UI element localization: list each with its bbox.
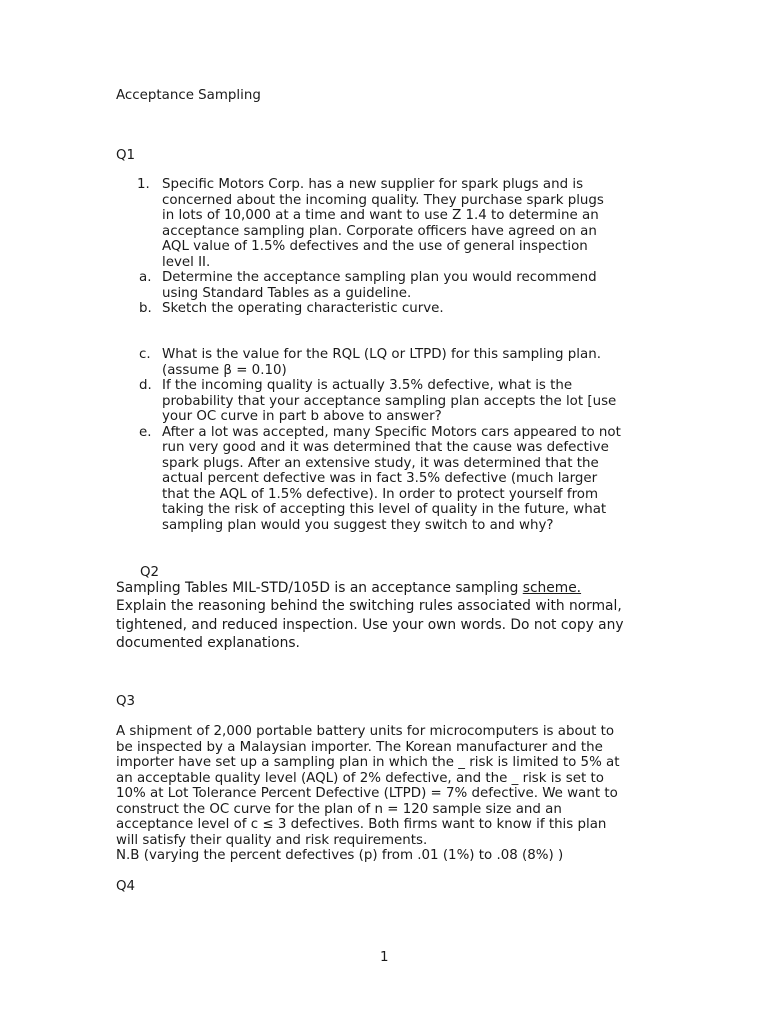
q1-label: Q1	[116, 148, 136, 163]
q3-line: 10% at Lot Tolerance Percent Defective (LTPD) = 7% defective. We want to	[116, 786, 618, 801]
q2-line	[116, 579, 581, 598]
q1-item-e-line: sampling plan would you suggest they switch to and why?	[162, 518, 554, 533]
q1-item-b-line: Sketch the operating characteristic curve.	[162, 301, 444, 316]
document-title: Acceptance Sampling	[116, 88, 261, 103]
q1-item-d-marker: d.	[139, 378, 152, 393]
q3-line: an acceptable quality level (AQL) of 2% defective, and the _ risk is set to	[116, 771, 604, 786]
q1-item-1-line: Specific Motors Corp. has a new supplier for spark plugs and is	[162, 177, 584, 192]
q3-line: will satisfy their quality and risk requirements.	[116, 833, 428, 848]
q1-item-c-line: (assume β = 0.10)	[162, 363, 287, 378]
q3-label: Q3	[116, 694, 136, 709]
q1-item-e-line: actual percent defective was in fact 3.5% defective (much larger	[162, 471, 598, 486]
q2-line-text: Sampling Tables MIL-STD/105D is an acceptance sampling	[116, 580, 523, 596]
q1-item-1-line: AQL value of 1.5% defectives and the use of general inspection	[162, 239, 588, 254]
q2-line: tightened, and reduced inspection. Use your own words. Do not copy any	[116, 617, 624, 633]
q1-item-a-marker: a.	[139, 270, 152, 285]
q1-item-c-marker: c.	[139, 347, 151, 362]
q1-item-e-line: that the AQL of 1.5% defective). In order to protect yourself from	[162, 487, 599, 502]
q1-item-b-marker: b.	[139, 301, 152, 316]
q1-item-c-line: What is the value for the RQL (LQ or LTPD) for this sampling plan.	[162, 347, 601, 362]
q1-item-e-marker: e.	[139, 425, 152, 440]
q3-line: construct the OC curve for the plan of n = 120 sample size and an	[116, 802, 562, 817]
q1-item-a-line: using Standard Tables as a guideline.	[162, 286, 412, 301]
q1-item-1-line: in lots of 10,000 at a time and want to use Z 1.4 to determine an	[162, 208, 599, 223]
q4-label: Q4	[116, 879, 136, 894]
q1-item-e-line: spark plugs. After an extensive study, it was determined that the	[162, 456, 599, 471]
q3-line: N.B (varying the percent defectives (p) from .01 (1%) to .08 (8%) )	[116, 848, 564, 863]
q2-underlined-word: scheme.	[522, 580, 582, 596]
q2-line: documented explanations.	[116, 635, 300, 651]
q1-item-1-line: level II.	[162, 255, 211, 270]
q3-line: A shipment of 2,000 portable battery units for microcomputers is about to	[116, 724, 615, 739]
q1-item-e-line: run very good and it was determined that the cause was defective	[162, 440, 609, 455]
q1-item-d-line: your OC curve in part b above to answer?	[162, 409, 442, 424]
q1-item-1-marker: 1.	[137, 177, 150, 192]
q1-item-1-line: acceptance sampling plan. Corporate officers have agreed on an	[162, 224, 597, 239]
q1-item-d-line: probability that your acceptance sampling plan accepts the lot [use	[162, 394, 617, 409]
q3-line: be inspected by a Malaysian importer. The Korean manufacturer and the	[116, 740, 603, 755]
page-number: 1	[380, 950, 389, 965]
q1-item-e-line: After a lot was accepted, many Specific Motors cars appeared to not	[162, 425, 621, 440]
q1-item-a-line: Determine the acceptance sampling plan you would recommend	[162, 270, 597, 285]
q1-item-d-line: If the incoming quality is actually 3.5% defective, what is the	[162, 378, 573, 393]
q2-line: Explain the reasoning behind the switching rules associated with normal,	[116, 598, 622, 614]
q1-item-1-line: concerned about the incoming quality. They purchase spark plugs	[162, 193, 604, 208]
q3-line: acceptance level of c ≤ 3 defectives. Both firms want to know if this plan	[116, 817, 607, 832]
q1-item-e-line: taking the risk of accepting this level of quality in the future, what	[162, 502, 607, 517]
q3-line: importer have set up a sampling plan in which the _ risk is limited to 5% at	[116, 755, 620, 770]
q2-label: Q2	[140, 565, 160, 580]
